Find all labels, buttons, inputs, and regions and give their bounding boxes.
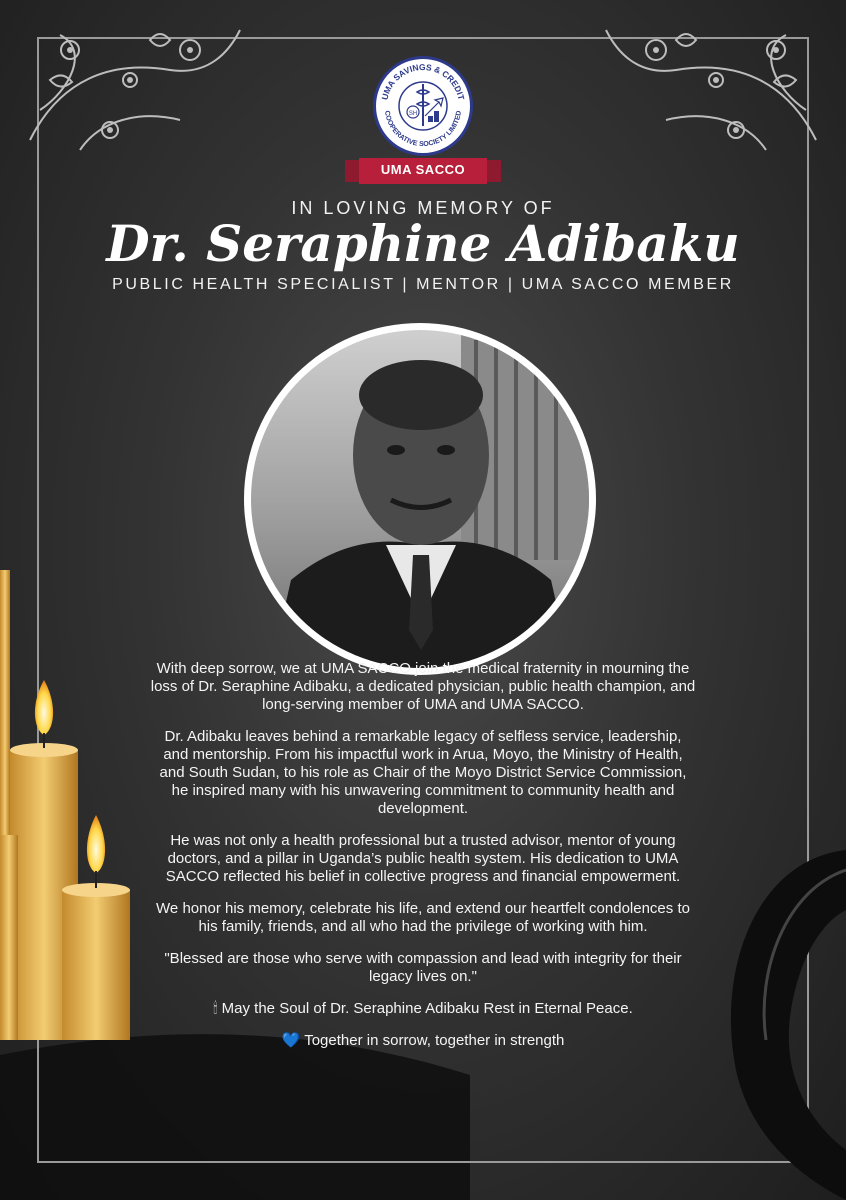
floral-ornament-icon [20, 20, 250, 170]
together-line [150, 1032, 696, 1050]
message-paragraph-4: We honor his memory, celebrate his life, and extend our heartfelt condolences to his family, friends, and all who had the privilege of working with him. [156, 900, 690, 935]
message-paragraph-2: Dr. Adibaku leaves behind a remarkable legacy of selfless service, leadership, and mentorship. From his impactful work in Arua, Moyo, the Ministry of Health, and South Sudan, to his role as Chair of the Moyo District Service Commission, he inspired many with his unwavering commitment to community health and development. [159, 728, 687, 817]
memorial-message [150, 660, 696, 1064]
candles-icon [0, 570, 140, 1040]
portrait-photo-icon [251, 330, 589, 668]
together-text: Together in sorrow, together in strength [304, 1032, 565, 1049]
deceased-titles: PUBLIC HEALTH SPECIALIST | MENTOR | UMA SACCO MEMBER [112, 276, 734, 293]
portrait-frame [244, 323, 596, 675]
logo-ribbon-label: UMA SACCO [380, 162, 466, 177]
rest-in-peace-line [150, 1000, 696, 1018]
logo-emblem [373, 56, 473, 156]
rest-in-peace-text: May the Soul of Dr. Seraphine Adibaku Rest in Eternal Peace. [221, 1000, 633, 1017]
black-ribbon-icon [696, 850, 846, 1200]
svg-text:UMA SAVINGS & CREDIT: UMA SAVINGS & CREDIT [379, 61, 467, 101]
uma-sacco-logo [345, 56, 501, 186]
message-paragraph-3: He was not only a health professional but a trusted advisor, mentor of young doctors, and a pillar in Uganda’s public health system. His dedication to UMA SACCO reflected his belief in collective progress and financial empowerment. [165, 832, 681, 885]
portrait-photo [251, 330, 589, 668]
memorial-quote: "Blessed are those who serve with compassion and lead with integrity for their legacy lives on." [164, 950, 682, 985]
message-paragraph-1: With deep sorrow, we at UMA SACCO join the medical fraternity in mourning the loss of Dr. Seraphine Adibaku, a dedicated physician, public health champion, and long-serving member of UMA and UMA SACCO. [150, 660, 696, 713]
svg-text:SH: SH [408, 111, 418, 117]
svg-text:COOPERATIVE SOCIETY LIMITED: COOPERATIVE SOCIETY LIMITED [383, 110, 463, 149]
candle-icon: 🕯 [213, 1000, 218, 1017]
memorial-intro: IN LOVING MEMORY OF [291, 198, 555, 218]
floral-ornament-icon [596, 20, 826, 170]
blue-heart-icon: 💙 [281, 1032, 301, 1049]
deceased-name: Dr. Seraphine Adibaku [106, 214, 740, 273]
